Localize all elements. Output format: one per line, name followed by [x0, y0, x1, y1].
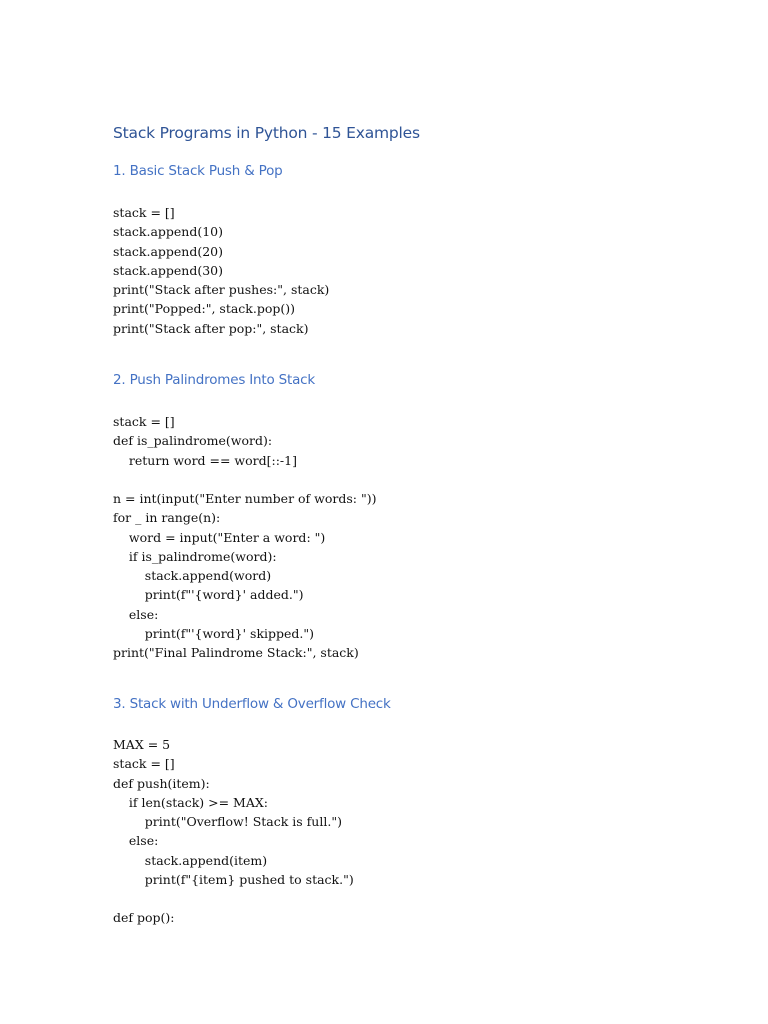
code-block-2 — [113, 412, 376, 662]
code-line: print("Stack after pop:", stack) — [113, 320, 309, 336]
code-line: stack.append(item) — [113, 852, 268, 868]
code-line: print("Overflow! Stack is full.") — [113, 814, 342, 829]
code-line: if len(stack) >= MAX: — [113, 794, 268, 810]
code-line: stack = [] — [113, 414, 175, 429]
code-line: def pop(): — [113, 910, 175, 926]
code-line — [113, 889, 354, 908]
section-heading-1: 1. Basic Stack Push & Pop — [113, 163, 283, 179]
code-line: print(f"'{word}' skipped.") — [113, 625, 315, 641]
code-line: print(f"{item} pushed to stack.") — [113, 871, 354, 887]
code-line: stack.append(word) — [113, 568, 272, 583]
code-line: else: — [113, 833, 159, 849]
code-line: if is_palindrome(word): — [113, 548, 277, 564]
code-line — [113, 470, 376, 489]
code-line: stack.append(30) — [113, 262, 224, 278]
code-line: print(f"'{word}' added.") — [113, 587, 304, 603]
code-line: def is_palindrome(word): — [113, 433, 273, 449]
code-line: stack = [] — [113, 756, 175, 772]
code-line: return word == word[::-1] — [113, 452, 297, 468]
code-block-3 — [113, 735, 354, 928]
code-line: print("Stack after pushes:", stack) — [113, 282, 330, 297]
code-line: stack.append(20) — [113, 243, 224, 259]
section-heading-3: 3. Stack with Underflow & Overflow Check — [113, 696, 391, 712]
code-line: for _ in range(n): — [113, 510, 221, 526]
code-line: print("Popped:", stack.pop()) — [113, 301, 296, 317]
code-line: def push(item): — [113, 775, 210, 791]
code-line: else: — [113, 606, 159, 622]
code-line: stack.append(10) — [113, 224, 224, 240]
code-line: n = int(input("Enter number of words: ")) — [113, 491, 377, 506]
section-heading-2: 2. Push Palindromes Into Stack — [113, 372, 315, 388]
code-line: stack = [] — [113, 205, 175, 220]
code-line: MAX = 5 — [113, 737, 171, 752]
document-title: Stack Programs in Python - 15 Examples — [113, 124, 420, 142]
code-line: word = input("Enter a word: ") — [113, 529, 326, 545]
code-line: print("Final Palindrome Stack:", stack) — [113, 645, 359, 660]
code-block-1 — [113, 203, 329, 338]
